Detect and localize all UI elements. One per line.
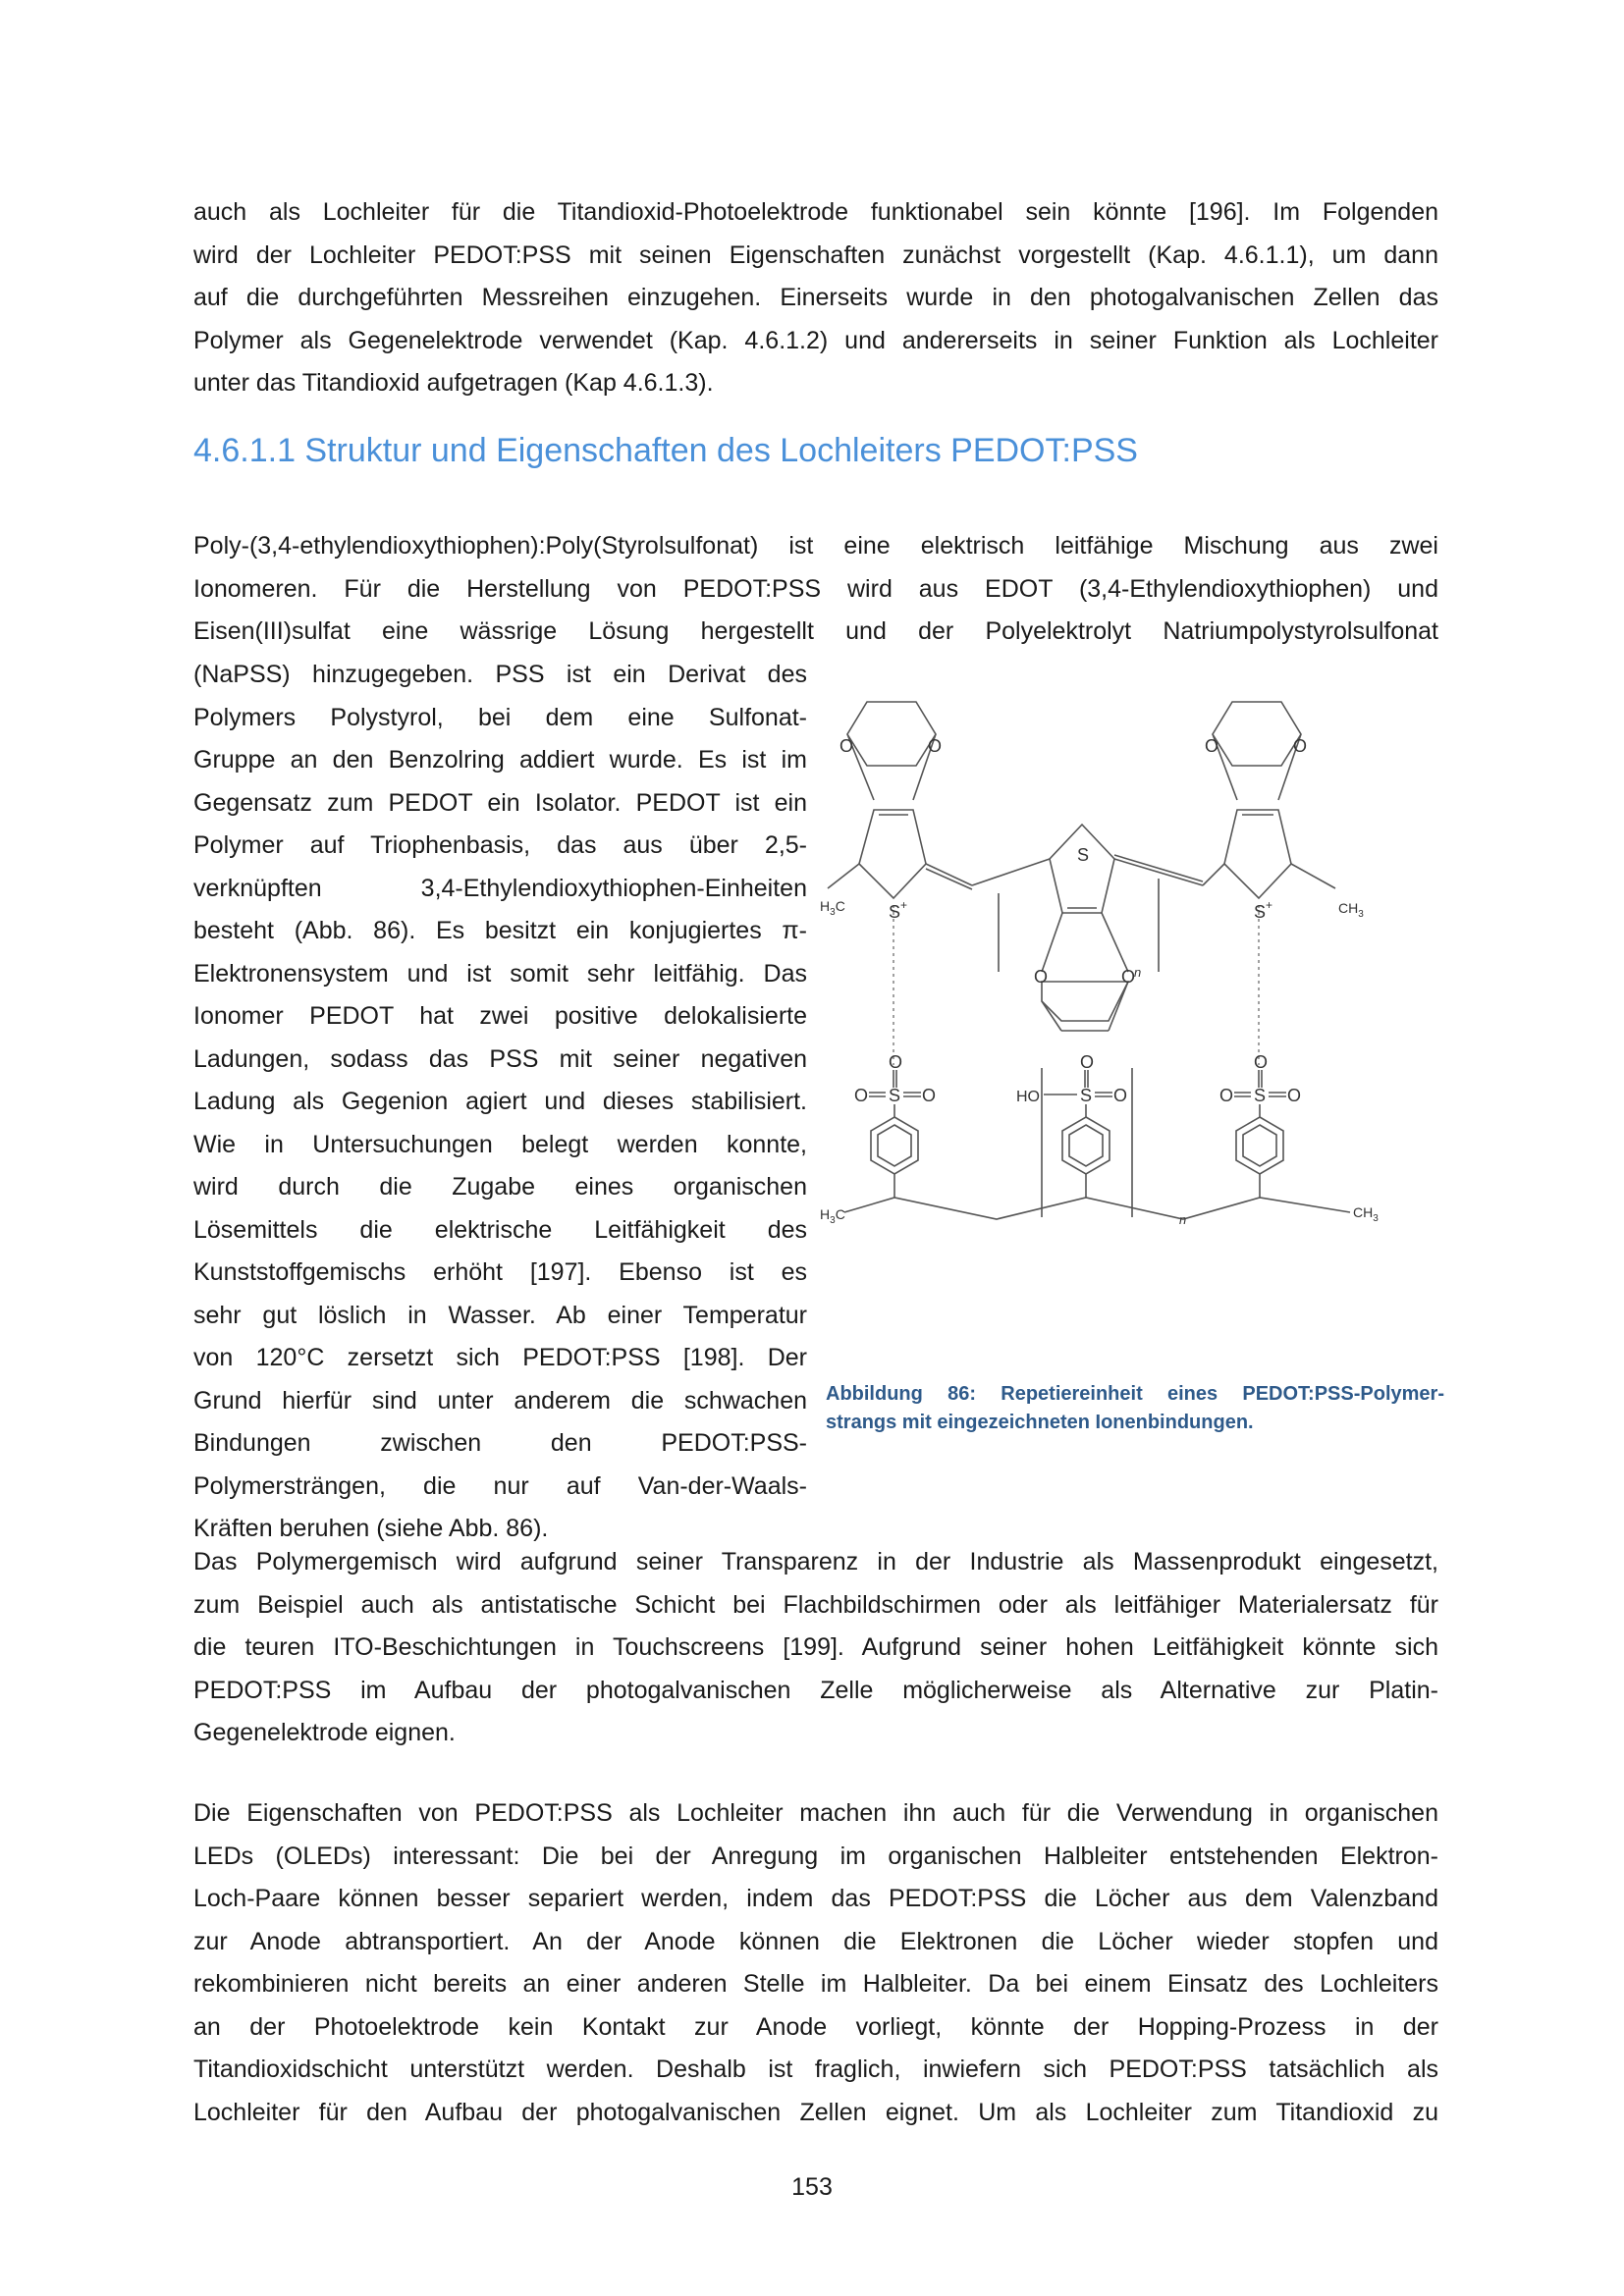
- oxygen-label: O: [1034, 967, 1049, 987]
- text-line: von 120°C zersetzt sich PEDOT:PSS [198]. Der: [193, 1344, 807, 1371]
- text-line: LEDs (OLEDs) interessant: Die bei der Anregung im organischen Halbleiter entstehenden Elektron-: [193, 1842, 1438, 1870]
- text-line: sehr gut löslich in Wasser. Ab einer Temperatur: [193, 1301, 807, 1329]
- text-line: Ionomeren. Für die Herstellung von PEDOT:PSS wird aus EDOT (3,4-Ethylendioxythiophen) und: [193, 574, 1438, 603]
- charge-label: +: [1266, 898, 1273, 912]
- text-line: verknüpften 3,4-Ethylendioxythiophen-Einheiten: [193, 874, 807, 902]
- text-line: Lösemittels die elektrische Leitfähigkeit des: [193, 1215, 807, 1244]
- sulfur-label: S: [1254, 1086, 1267, 1105]
- caption-line: Abbildung 86: Repetiereinheit eines PEDOT:PSS-Polymer-: [826, 1383, 1444, 1405]
- text-line: Die Eigenschaften von PEDOT:PSS als Lochleiter machen ihn auch für die Verwendung in organischen: [193, 1799, 1438, 1827]
- polystyrene-backbone: [844, 1198, 1350, 1219]
- repeat-index-label: n: [1179, 1212, 1187, 1227]
- text-line: Lochleiter für den Aufbau der photogalvanischen Zellen eignet. Um als Lochleiter zum Titandioxid zu: [193, 2098, 1438, 2126]
- text-line: Wie in Untersuchungen belegt werden konnte,: [193, 1130, 807, 1158]
- methyl-label: $H_3C$: [820, 898, 845, 918]
- hydroxyl-label: HO: [1016, 1089, 1040, 1105]
- methyl-label: $H_3C$: [820, 1206, 845, 1226]
- text-line: Das Polymergemisch wird aufgrund seiner Transparenz in der Industrie als Massenprodukt eingesetzt,: [193, 1548, 1438, 1575]
- page-number: 153: [791, 2173, 833, 2201]
- edot-unit-right: [1203, 702, 1335, 898]
- text-line: Loch-Paare können besser separiert werden, indem das PEDOT:PSS die Löcher aus dem Valenzband: [193, 1885, 1438, 1912]
- sulfur-label: S: [889, 1086, 901, 1105]
- sulfur-cation-label: S: [1254, 902, 1267, 922]
- text-line: Polymersträngen, die nur auf Van-der-Waals-: [193, 1471, 807, 1500]
- paragraph-structure-full: [193, 525, 1438, 654]
- oxygen-label: O: [854, 1086, 869, 1105]
- oxygen-label: O: [922, 1086, 937, 1105]
- oxygen-label: O: [1254, 1052, 1269, 1072]
- text-line: rekombinieren nicht bereits an einer anderen Stelle im Halbleiter. Da bei einem Einsatz des Lochleiters: [193, 1970, 1438, 1998]
- text-line: Kräften beruhen (siehe Abb. 86).: [193, 1515, 549, 1542]
- paragraph-hole-conductor: [193, 1792, 1438, 2134]
- text-line: Poly-(3,4-ethylendioxythiophen):Poly(Styrolsulfonat) ist eine elektrisch leitfähige Mischung aus zwei: [193, 532, 1438, 560]
- text-line: Kunststoffgemischs erhöht [197]. Ebenso ist es: [193, 1258, 807, 1286]
- paragraph-intro: [193, 191, 1438, 405]
- benzene-rings: [871, 1117, 1283, 1198]
- oxygen-label: O: [1293, 736, 1308, 756]
- methyl-label: $CH_3$: [1353, 1204, 1379, 1224]
- figure-caption: [826, 1380, 1444, 1437]
- text-line: Titandioxidschicht unterstützt werden. Deshalb ist fraglich, inwiefern sich PEDOT:PSS tatsächlich als: [193, 2056, 1438, 2083]
- caption-line: strangs mit eingezeichneten Ionenbindungen.: [826, 1412, 1254, 1433]
- text-line: besteht (Abb. 86). Es besitzt ein konjugiertes π-: [193, 917, 807, 944]
- oxygen-label: O: [1080, 1052, 1095, 1072]
- text-line: an der Photoelektrode kein Kontakt zur Anode vorliegt, könnte der Hopping-Prozess in der: [193, 2012, 1438, 2041]
- methyl-label: $CH_3$: [1338, 900, 1364, 920]
- sulfur-label: S: [1077, 845, 1090, 865]
- text-line: zur Anode abtransportiert. An der Anode können die Elektronen die Löcher wieder stopfen und: [193, 1927, 1438, 1955]
- oxygen-label: O: [889, 1052, 903, 1072]
- pedot-pss-structure-figure: [820, 677, 1448, 1227]
- text-line: Ladungen, sodass das PSS mit seiner negativen: [193, 1044, 807, 1073]
- text-line: auch als Lochleiter für die Titandioxid-Photoelektrode funktionabel sein könnte [196]. Im Folgenden: [193, 198, 1438, 226]
- repeat-index-label: n: [1134, 965, 1142, 980]
- text-line: Eisen(III)sulfat eine wässrige Lösung hergestellt und der Polyelektrolyt Natriumpolystyrolsulfonat: [193, 617, 1438, 645]
- sulfur-cation-label: S: [889, 902, 901, 922]
- text-line: Polymer auf Triophenbasis, das aus über 2,5-: [193, 831, 807, 859]
- text-line: (NaPSS) hinzugegeben. PSS ist ein Derivat des: [193, 661, 807, 688]
- text-line: Polymers Polystyrol, bei dem eine Sulfonat-: [193, 703, 807, 731]
- section-heading: 4.6.1.1 Struktur und Eigenschaften des Lochleiters PEDOT:PSS: [193, 432, 1138, 469]
- text-line: Ionomer PEDOT hat zwei positive delokalisierte: [193, 1002, 807, 1030]
- text-line: wird durch die Zugabe eines organischen: [193, 1173, 807, 1201]
- paragraph-structure-narrow: [193, 654, 807, 1551]
- text-line: Polymer als Gegenelektrode verwendet (Kap. 4.6.1.2) und andererseits in seiner Funktion als Lochleiter: [193, 326, 1438, 354]
- paragraph-application: [193, 1541, 1438, 1755]
- ionic-bonds: [893, 905, 1259, 1065]
- text-line: Grund hierfür sind unter anderem die schwachen: [193, 1386, 807, 1415]
- sulfur-label: S: [1080, 1086, 1093, 1105]
- text-line: Gegensatz zum PEDOT ein Isolator. PEDOT ist ein: [193, 788, 807, 817]
- text-line: die teuren ITO-Beschichtungen in Touchscreens [199]. Aufgrund seiner hohen Leitfähigkeit könnte sich: [193, 1633, 1438, 1661]
- text-line: PEDOT:PSS im Aufbau der photogalvanischen Zelle möglicherweise als Alternative zur Platin-: [193, 1676, 1438, 1704]
- oxygen-label: O: [1121, 967, 1136, 987]
- text-line: Elektronensystem und ist somit sehr leitfähig. Das: [193, 959, 807, 988]
- oxygen-label: O: [1287, 1086, 1302, 1105]
- oxygen-label: O: [928, 736, 943, 756]
- text-line: auf die durchgeführten Messreihen einzugehen. Einerseits wurde in den photogalvanischen Zellen das: [193, 284, 1438, 311]
- oxygen-label: O: [839, 736, 854, 756]
- oxygen-label: O: [1219, 1086, 1234, 1105]
- oxygen-label: O: [1205, 736, 1219, 756]
- text-line: Ladung als Gegenion agiert und dieses stabilisiert.: [193, 1088, 807, 1115]
- edot-unit-left: [828, 702, 972, 898]
- text-line: Gegenelektrode eignen.: [193, 1719, 456, 1746]
- oxygen-label: O: [1113, 1086, 1128, 1105]
- text-line: wird der Lochleiter PEDOT:PSS mit seinen Eigenschaften zunächst vorgestellt (Kap. 4.6.1.1), um dann: [193, 240, 1438, 269]
- text-line: Gruppe an den Benzolring addiert wurde. Es ist im: [193, 746, 807, 774]
- text-line: unter das Titandioxid aufgetragen (Kap 4.6.1.3).: [193, 369, 714, 397]
- text-line: Bindungen zwischen den PEDOT:PSS-: [193, 1429, 807, 1457]
- text-line: zum Beispiel auch als antistatische Schicht bei Flachbildschirmen oder als leitfähiger Materialersatz für: [193, 1590, 1438, 1619]
- charge-label: +: [900, 898, 908, 912]
